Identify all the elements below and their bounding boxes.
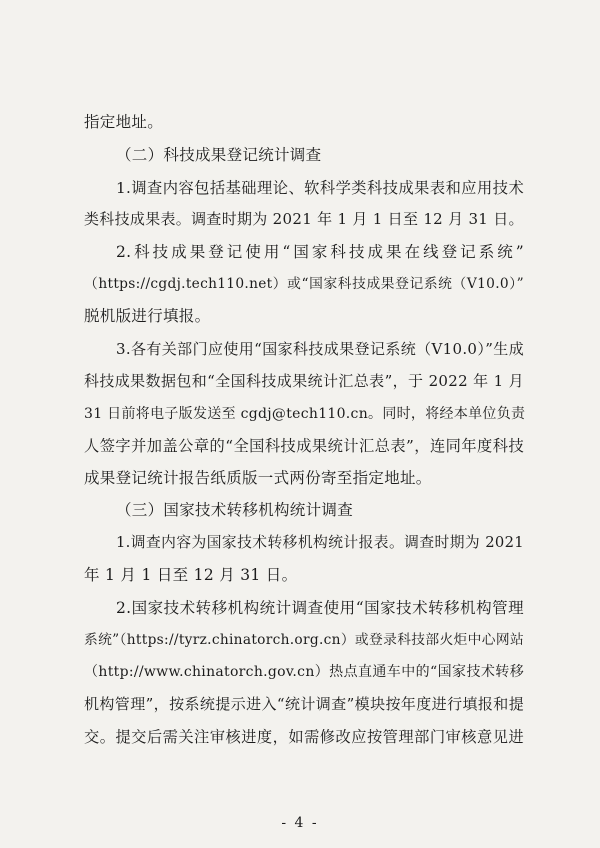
page-number: - 4 - <box>281 815 319 831</box>
text-line: 2.科技成果登记使用“国家科技成果在线登记系统” <box>116 243 524 261</box>
text-line: 指定地址。 <box>84 113 164 131</box>
text-line: 系统”（https://tyrz.chinatorch.org.cn）或登录科技部火炬中心网站 <box>84 632 524 648</box>
text-line: 3.各有关部门应使用“国家科技成果登记系统（V10.0）”生成 <box>116 340 524 358</box>
text-line: 类科技成果表。调查时期为 2021 年 1 月 1 日至 12 月 31 日。 <box>84 210 524 228</box>
section-heading: （三）国家技术转移机构统计调查 <box>116 501 354 519</box>
section-heading: （二）科技成果登记统计调查 <box>116 146 322 164</box>
text-line: 1.调查内容包括基础理论、软科学类科技成果表和应用技术 <box>116 179 524 197</box>
text-line: 年 1 月 1 日至 12 月 31 日。 <box>84 566 298 584</box>
text-line: 机构管理”，按系统提示进入“统计调查”模块按年度进行填报和提 <box>84 695 524 713</box>
text-line: 科技成果数据包和“全国科技成果统计汇总表”，于 2022 年 1 月 <box>84 372 524 390</box>
text-line: 人签字并加盖公章的“全国科技成果统计汇总表”，连同年度科技 <box>84 437 524 455</box>
text-line: 31 日前将电子版发送至 cgdj@tech110.cn。同时，将经本单位负责 <box>84 406 526 422</box>
text-line: 2.国家技术转移机构统计调查使用“国家技术转移机构管理 <box>116 599 524 617</box>
text-line: 1.调查内容为国家技术转移机构统计报表。调查时期为 2021 <box>116 534 524 551</box>
text-line: （http://www.chinatorch.gov.cn）热点直通车中的“国家技术转移 <box>84 664 524 680</box>
text-line: （https://cgdj.tech110.net）或“国家科技成果登记系统（V10.0）” <box>84 276 524 292</box>
text-line: 成果登记统计报告纸质版一式两份寄至指定地址。 <box>84 469 432 487</box>
text-line: 交。提交后需关注审核进度，如需修改应按管理部门审核意见进 <box>84 728 524 746</box>
text-line: 脱机版进行填报。 <box>84 307 211 325</box>
